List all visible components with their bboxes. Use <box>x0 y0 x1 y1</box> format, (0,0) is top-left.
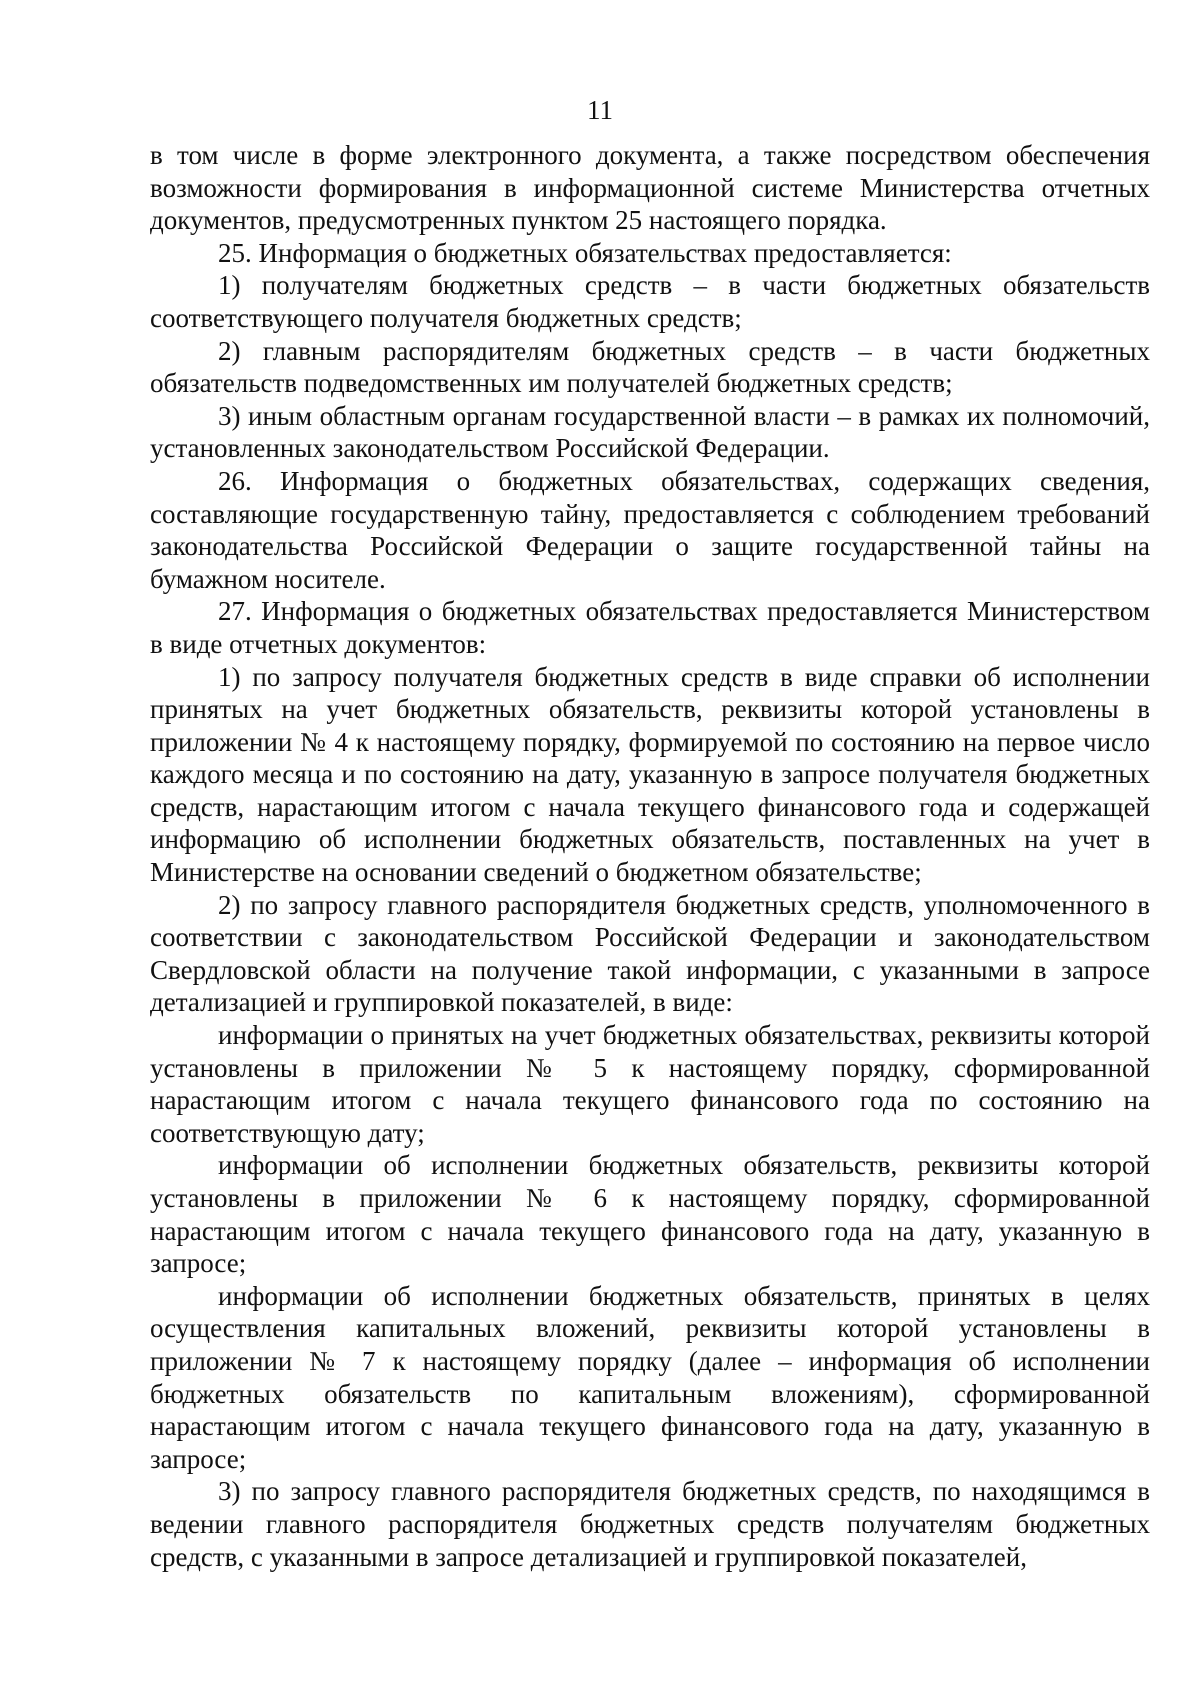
paragraph-item-25-1: 1) получателям бюджетных средств – в части бюджетных обязательств соответствующего получателя бюджетных средств; <box>150 270 1150 333</box>
document-body <box>150 139 1150 1573</box>
paragraph-item-27-3: 3) по запросу главного распорядителя бюджетных средств, по находящимся в ведении главного распорядителя бюджетных средств получателям бюджетных средств, с указанными в запросе детализацией и группировкой показателей, <box>150 1476 1150 1572</box>
paragraph-continuation: в том числе в форме электронного документа, а также посредством обеспечения возможности формирования в информационной системе Министерства отчетных документов, предусмотренных пунктом 25 настоящего порядка. <box>150 140 1150 236</box>
paragraph-item-27-2-c: информации об исполнении бюджетных обязательств, принятых в целях осуществления капитальных вложений, реквизиты которой установлены в приложении № 7 к настоящему порядку (далее – информация об исполнении бюджетных обязательств по капитальным вложениям), сформированной нарастающим итогом с начала текущего финансового года на дату, указанную в запросе; <box>150 1280 1150 1474</box>
paragraph-item-27: 27. Информация о бюджетных обязательствах предоставляется Министерством в виде отчетных документов: <box>150 596 1150 659</box>
paragraph-item-25-3: 3) иным областным органам государственной власти – в рамках их полномочий, установленных законодательством Российской Федерации. <box>150 400 1150 464</box>
paragraph-item-25: 25. Информация о бюджетных обязательствах предоставляется: <box>218 237 952 268</box>
paragraph-item-27-2-a: информации о принятых на учет бюджетных обязательствах, реквизиты которой установлены в приложении № 5 к настоящему порядку, сформированной нарастающим итогом с начала текущего финансового года по состоянию на соответствующую дату; <box>150 1020 1150 1148</box>
paragraph-item-27-2: 2) по запросу главного распорядителя бюджетных средств, уполномоченного в соответствии с законодательством Российской Федерации и законодательством Свердловской области на получение такой информации, с указанными в запросе детализацией и группировкой показателей, в виде: <box>150 889 1150 1018</box>
paragraph-item-27-1: 1) по запросу получателя бюджетных средств в виде справки об исполнении принятых на учет бюджетных обязательств, реквизиты которой установлены в приложении № 4 к настоящему порядку, формируемой по состоянию на первое число каждого месяца и по состоянию на дату, указанную в запросе получателя бюджетных средств, нарастающим итогом с начала текущего финансового года и содержащей информацию об исполнении бюджетных обязательств, поставленных на учет в Министерстве на основании сведений о бюджетном обязательстве; <box>150 661 1150 888</box>
page-number: 11 <box>587 95 613 125</box>
paragraph-item-27-2-b: информации об исполнении бюджетных обязательств, реквизиты которой установлены в приложении № 6 к настоящему порядку, сформированной нарастающим итогом с начала текущего финансового года на дату, указанную в запросе; <box>150 1150 1150 1279</box>
paragraph-item-26: 26. Информация о бюджетных обязательствах, содержащих сведения, составляющие государственную тайну, предоставляется с соблюдением требований законодательства Российской Федерации о защите государственной тайны на бумажном носителе. <box>150 465 1150 594</box>
paragraph-item-25-2: 2) главным распорядителям бюджетных средств – в части бюджетных обязательств подведомственных им получателей бюджетных средств; <box>150 335 1150 399</box>
